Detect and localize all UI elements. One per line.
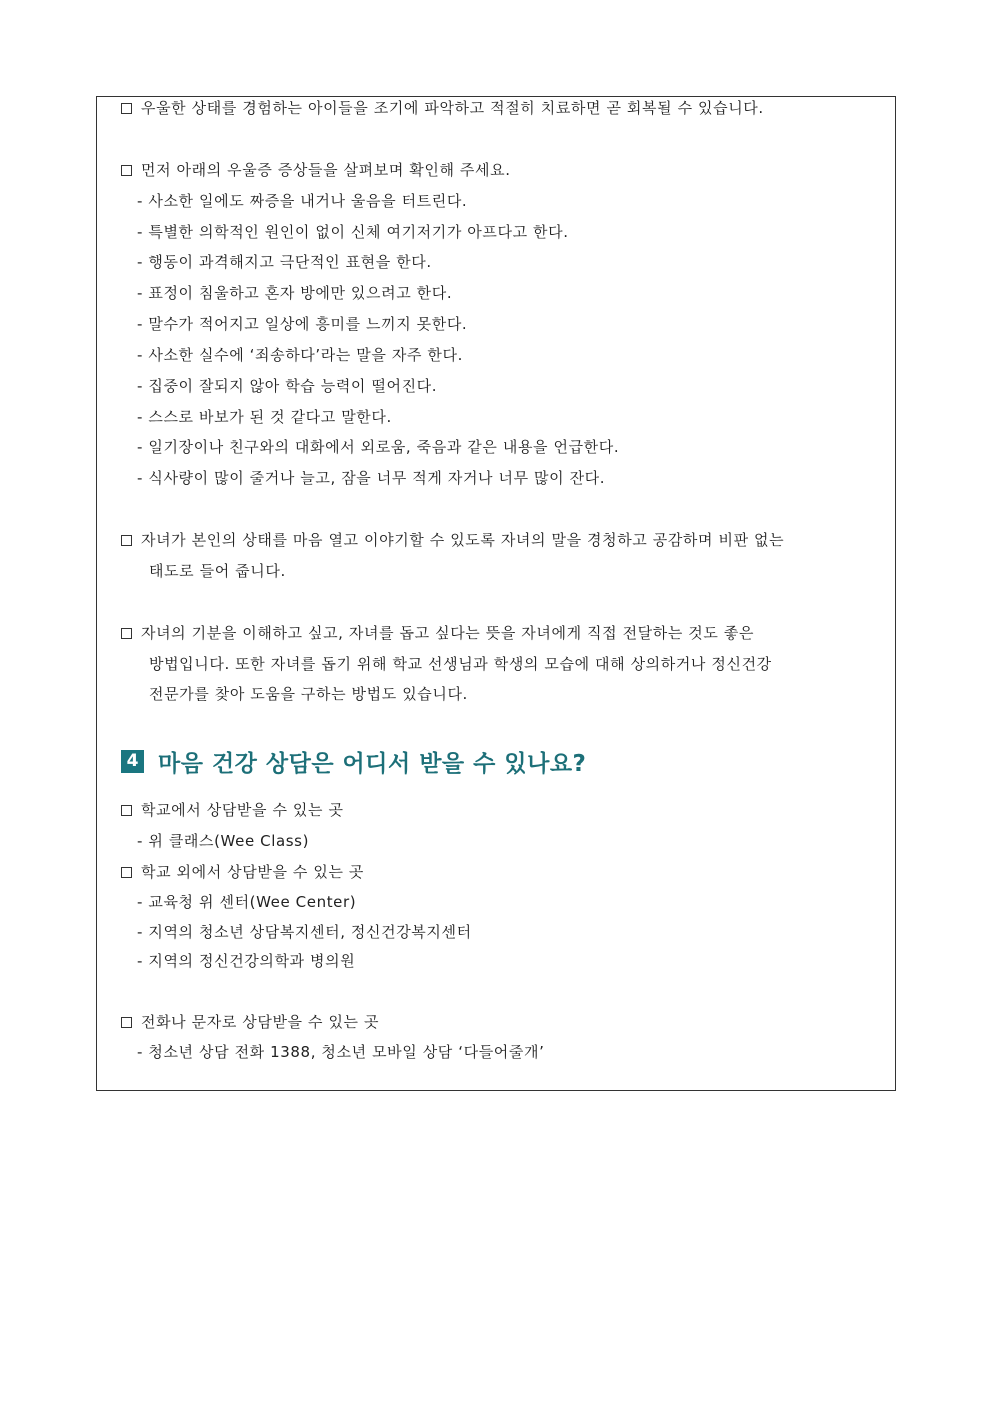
checkbox-bullet-icon <box>121 867 132 878</box>
symptom-item: - 표정이 침울하고 혼자 방에만 있으려고 한다. <box>137 284 453 302</box>
paragraph-help-cont: 전문가를 찾아 도움을 구하는 방법도 있습니다. <box>149 685 468 703</box>
paragraph-check-title: 먼저 아래의 우울증 증상들을 살펴보며 확인해 주세요. <box>121 160 511 180</box>
checkbox-bullet-icon <box>121 1017 132 1028</box>
checkbox-bullet-icon <box>121 628 132 639</box>
symptom-item: - 일기장이나 친구와의 대화에서 외로움, 죽음과 같은 내용을 언급한다. <box>137 438 620 456</box>
checkbox-bullet-icon <box>121 805 132 816</box>
symptom-item: - 사소한 실수에 ‘죄송하다’라는 말을 자주 한다. <box>137 346 463 364</box>
paragraph-intro: 우울한 상태를 경험하는 아이들을 조기에 파악하고 적절히 치료하면 곧 회복될 수 있습니다. <box>121 98 764 118</box>
section-heading-title: 마음 건강 상담은 어디서 받을 수 있나요? <box>158 750 587 777</box>
symptom-item: - 집중이 잘되지 않아 학습 능력이 떨어진다. <box>137 377 438 395</box>
paragraph-listen-cont: 태도로 들어 줍니다. <box>149 562 286 580</box>
paragraph-help-cont: 방법입니다. 또한 자녀를 돕기 위해 학교 선생님과 학생의 모습에 대해 상의하거나 정신건강 <box>149 655 772 673</box>
symptom-item: - 행동이 과격해지고 극단적인 표현을 한다. <box>137 253 432 271</box>
place-item: - 지역의 청소년 상담복지센터, 정신건강복지센터 <box>137 923 472 941</box>
paragraph-help: 자녀의 기분을 이해하고 싶고, 자녀를 돕고 싶다는 뜻을 자녀에게 직접 전달하는 것도 좋은 <box>121 623 754 643</box>
section-heading <box>121 748 587 777</box>
symptom-item: - 스스로 바보가 된 것 같다고 말한다. <box>137 408 392 426</box>
place-phone-title: 전화나 문자로 상담받을 수 있는 곳 <box>121 1012 379 1032</box>
place-outside-title: 학교 외에서 상담받을 수 있는 곳 <box>121 862 364 882</box>
place-item: - 지역의 정신건강의학과 병의원 <box>137 952 356 970</box>
symptom-item: - 식사량이 많이 줄거나 늘고, 잠을 너무 적게 자거나 너무 많이 잔다. <box>137 469 606 487</box>
checkbox-bullet-icon <box>121 103 132 114</box>
symptom-item: - 말수가 적어지고 일상에 흥미를 느끼지 못한다. <box>137 315 468 333</box>
checkbox-bullet-icon <box>121 535 132 546</box>
place-item: - 교육청 위 센터(Wee Center) <box>137 893 357 911</box>
checkbox-bullet-icon <box>121 165 132 176</box>
section-number-badge: 4 <box>121 750 144 773</box>
place-school-title: 학교에서 상담받을 수 있는 곳 <box>121 800 344 820</box>
symptom-item: - 사소한 일에도 짜증을 내거나 울음을 터트린다. <box>137 192 468 210</box>
paragraph-listen: 자녀가 본인의 상태를 마음 열고 이야기할 수 있도록 자녀의 말을 경청하고 공감하며 비판 없는 <box>121 530 784 550</box>
symptom-item: - 특별한 의학적인 원인이 없이 신체 여기저기가 아프다고 한다. <box>137 223 569 241</box>
place-item: - 위 클래스(Wee Class) <box>137 832 310 850</box>
content-box <box>96 96 896 1091</box>
place-item: - 청소년 상담 전화 1388, 청소년 모바일 상담 ‘다들어줄개’ <box>137 1043 545 1061</box>
